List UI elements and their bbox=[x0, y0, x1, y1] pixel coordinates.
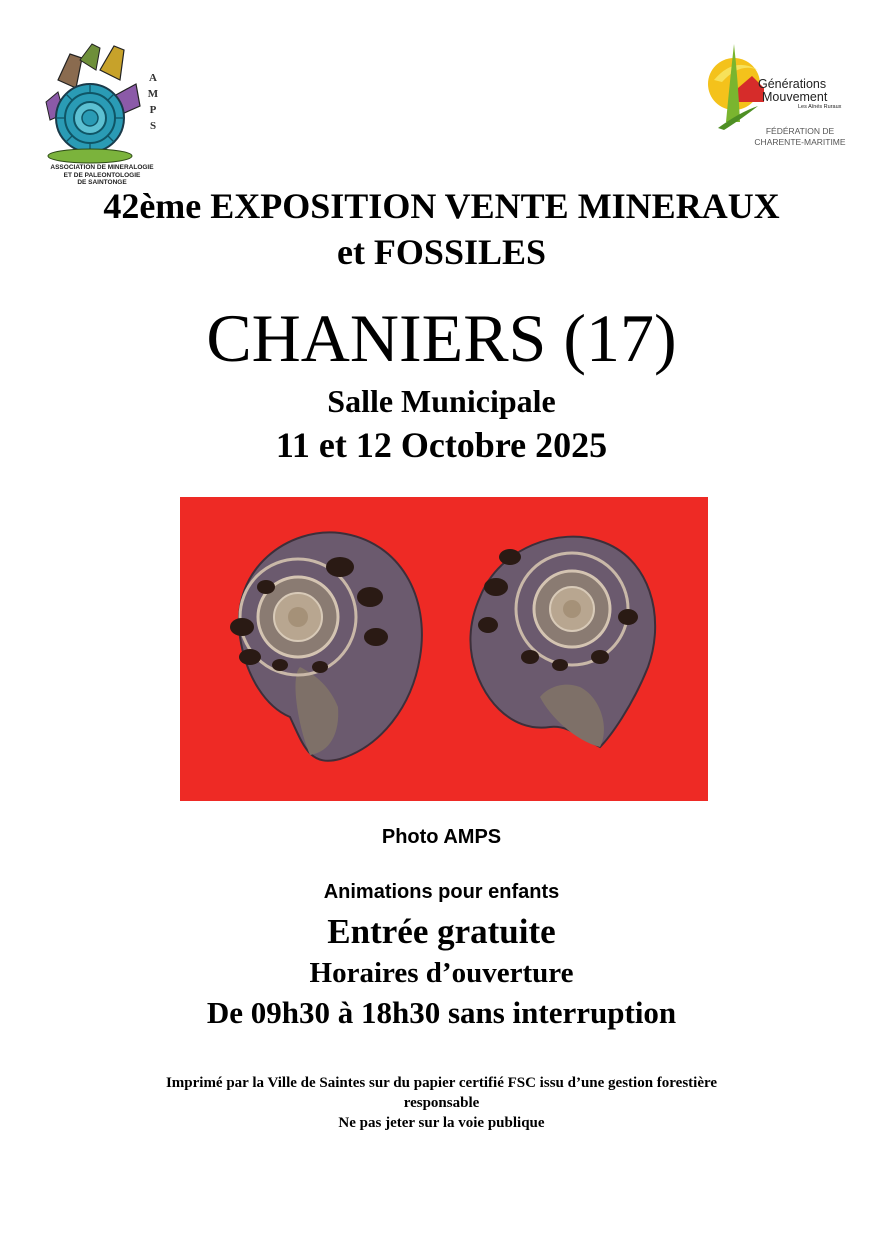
footer-line-1: Imprimé par la Ville de Saintes sur du papier certifié FSC issu d’une gestion forestière bbox=[165, 1075, 718, 1091]
event-city: CHANIERS (17) bbox=[206, 300, 677, 376]
amps-vertical-letters: A M P S bbox=[147, 72, 159, 132]
amps-logo bbox=[40, 40, 180, 200]
ammonite-photo bbox=[180, 497, 708, 801]
ammonite-fossils-image bbox=[180, 497, 708, 801]
title-line-2: et FOSSILES bbox=[336, 232, 547, 272]
event-venue: Salle Municipale bbox=[327, 383, 556, 419]
opening-hours: De 09h30 à 18h30 sans interruption bbox=[206, 995, 677, 1030]
gm-federation: FÉDÉRATION DE CHARENTE-MARITIME bbox=[754, 126, 846, 147]
event-dates: 11 et 12 Octobre 2025 bbox=[275, 425, 608, 465]
gm-brand: Générations Mouvement Les Aînés Ruraux bbox=[758, 77, 842, 110]
footer-line-3: Ne pas jeter sur la voie publique bbox=[338, 1115, 545, 1131]
footer-line-2: responsable bbox=[403, 1095, 480, 1111]
ammonite-crystal-emblem-icon bbox=[40, 40, 150, 165]
footer-notice bbox=[0, 1073, 883, 1133]
title-line-1: 42ème EXPOSITION VENTE MINERAUX bbox=[103, 186, 780, 226]
photo-credit: Photo AMPS bbox=[381, 826, 502, 848]
opening-hours-title: Horaires d’ouverture bbox=[309, 957, 574, 989]
free-entry: Entrée gratuite bbox=[327, 912, 556, 951]
kids-animations: Animations pour enfants bbox=[323, 881, 560, 903]
generations-mouvement-logo bbox=[700, 40, 860, 155]
amps-caption: ASSOCIATION DE MINERALOGIE ET DE PALEONTOLOGIE DE SAINTONGE bbox=[50, 164, 154, 186]
